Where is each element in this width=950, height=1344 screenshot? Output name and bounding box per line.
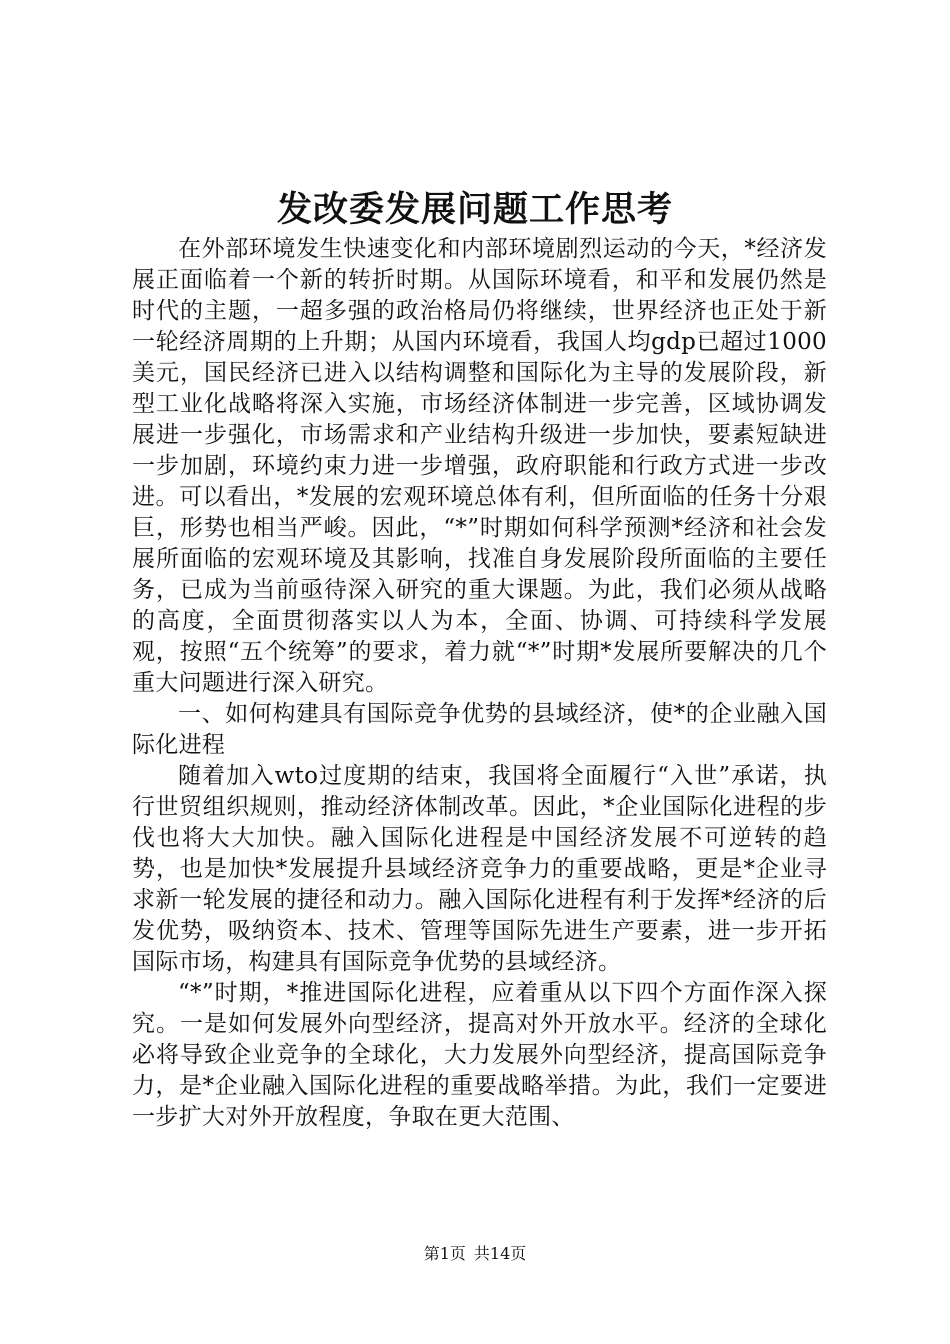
page-footer	[0, 1243, 950, 1265]
section-heading-1: 一、如何构建具有国际竞争优势的县域经济，使*的企业融入国际化进程	[132, 701, 827, 758]
paragraph-wto: 随着加入wto过度期的结束，我国将全面履行“入世”承诺，执行世贸组织规则，推动经济体制改革。因此，*企业国际化进程的步伐也将大大加快。融入国际化进程是中国经济发展不可逆转的趋势，也是加快*发展提升县域经济竞争力的重要战略，更是*企业寻求新一轮发展的捷径和动力。融入国际化进程有利于发挥*经济的后发优势，吸纳资本、技术、管理等国际先进生产要素，进一步开拓国际市场，构建具有国际竞争优势的县域经济。	[132, 763, 827, 975]
page-total: 共14页	[473, 1244, 527, 1263]
paragraph-intro: 在外部环境发生快速变化和内部环境剧烈运动的今天，*经济发展正面临着一个新的转折时期。从国际环境看，和平和发展仍然是时代的主题，一超多强的政治格局仍将继续，世界经济也正处于新一轮经济周期的上升期；从国内环境看，我国人均gdp已超过1000美元，国民经济已进入以结构调整和国际化为主导的发展阶段，新型工业化战略将深入实施，市场经济体制进一步完善，区域协调发展进一步强化，市场需求和产业结构升级进一步加快，要素短缺进一步加剧，环境约束力进一步增强，政府职能和行政方式进一步改进。可以看出，*发展的宏观环境总体有利，但所面临的任务十分艰巨，形势也相当严峻。因此，“*”时期如何科学预测*经济和社会发展所面临的宏观环境及其影响，找准自身发展阶段所面临的主要任务，已成为当前亟待深入研究的重大课题。为此，我们必须从战略的高度，全面贯彻落实以人为本，全面、协调、可持续科学发展观，按照“五个统筹”的要求，着力就“*”时期*发展所要解决的几个重大问题进行深入研究。	[132, 236, 827, 696]
document-body	[132, 234, 827, 1133]
document-title: 发改委发展问题工作思考	[276, 189, 673, 230]
page-number: 第1页	[423, 1244, 466, 1263]
paragraph-internationalization: “*”时期，*推进国际化进程，应着重从以下四个方面作深入探究。一是如何发展外向型经济，提高对外开放水平。经济的全球化必将导致企业竞争的全球化，大力发展外向型经济，提高国际竞争力，是*企业融入国际化进程的重要战略举措。为此，我们一定要进一步扩大对外开放程度，争取在更大范围、	[132, 980, 827, 1130]
